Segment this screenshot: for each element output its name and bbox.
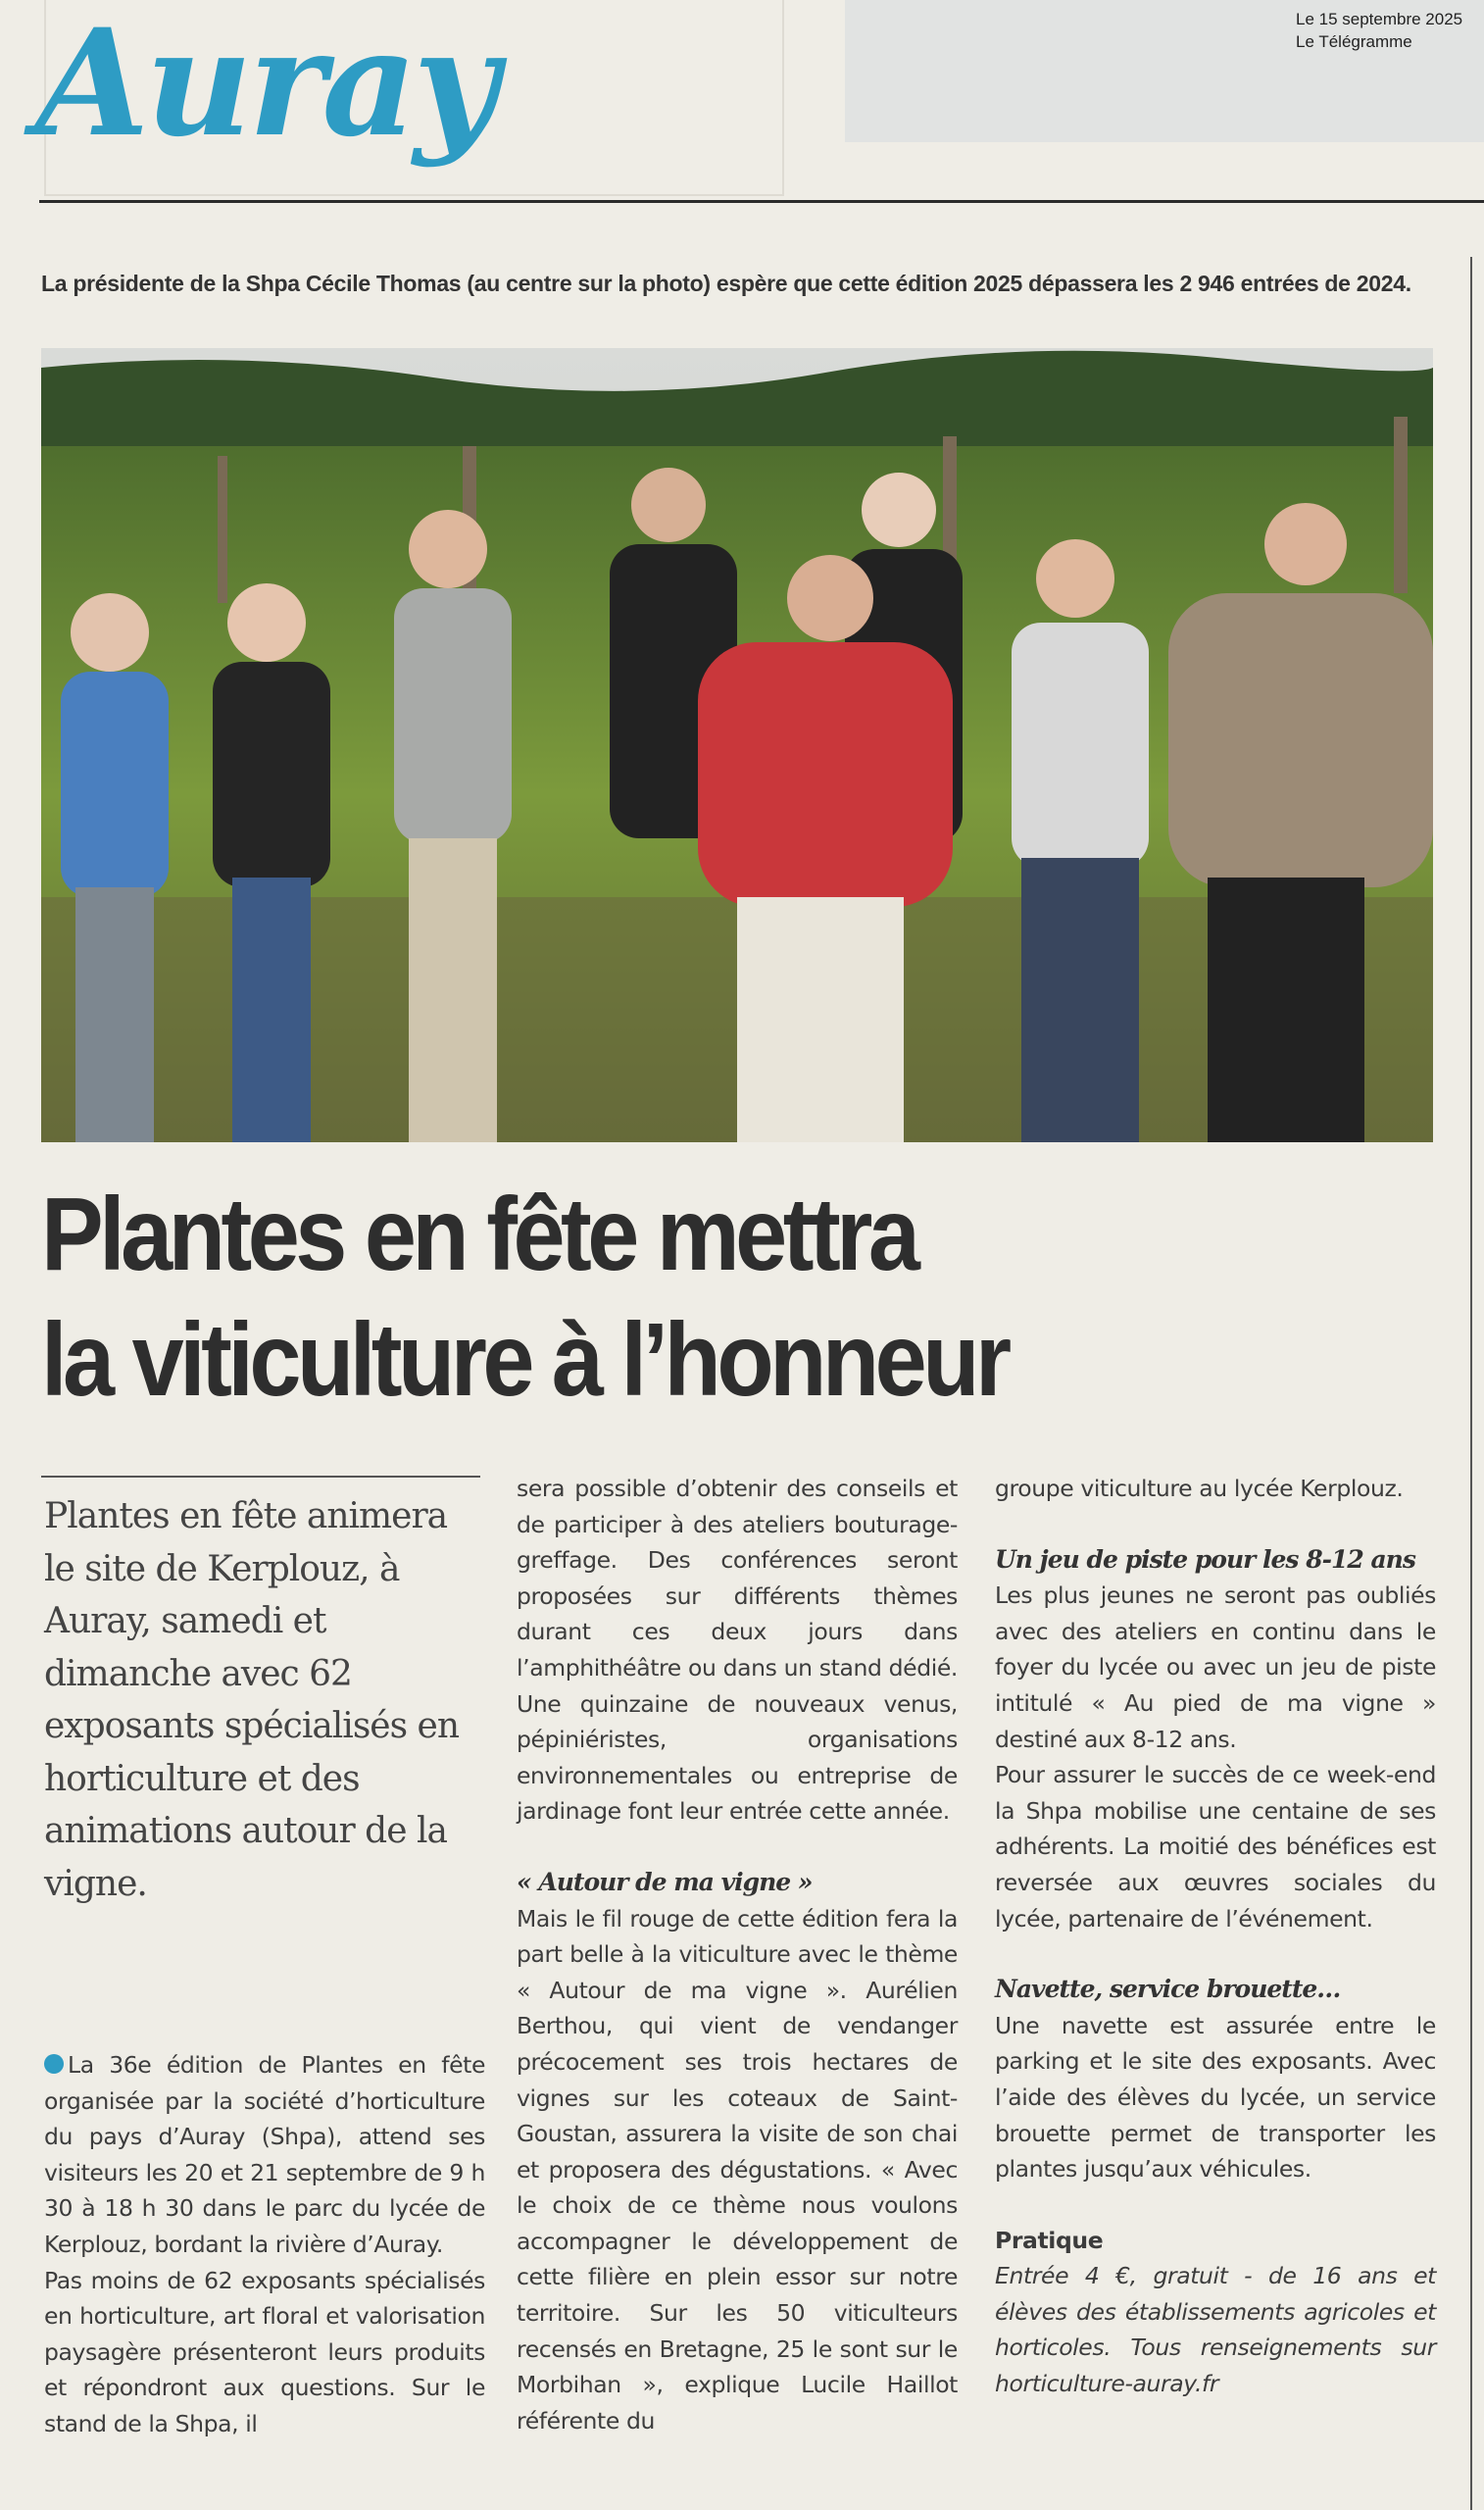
paragraph: Pour assurer le succès de ce week-end la Shpa mobilise une centaine de ses adhérents. La moitié des bénéfices est reversée aux œuvres sociales du lycée, partenaire de l’événement. xyxy=(995,1761,1436,1933)
bullet-dot-icon xyxy=(44,2054,64,2074)
photo-caption: La présidente de la Shpa Cécile Thomas (au centre sur la photo) espère que cette édition 2025 dépassera les 2 946 entrées de 2024. xyxy=(41,271,1411,296)
paragraph: groupe viticulture au lycée Kerplouz. xyxy=(995,1475,1404,1502)
section-title: Auray xyxy=(35,0,495,170)
article-lede: Plantes en fête animera le site de Kerplouz, à Auray, samedi et dimanche avec 62 exposants spécialisés en horticulture et des animations autour de la vigne. xyxy=(44,1496,460,1904)
column-3 xyxy=(995,1471,1436,2402)
publication-date: Le 15 septembre 2025 xyxy=(1296,10,1463,28)
headline-line-1: Plantes en fête mettra xyxy=(41,1177,916,1292)
paragraph: sera possible d’obtenir des conseils et de participer à des ateliers bouturage-greffage. Des conférences seront proposées sur différents thèmes durant ces deux jours dans l’amphithéâtre ou dans un stand dédié. Une quinzaine de nouveaux venus, pépiniéristes, organisations environnementales ou entreprise de jardinage font leur entrée cette année. xyxy=(517,1475,958,1826)
paragraph xyxy=(44,2047,485,2263)
headline-line-2: la viticulture à l’honneur xyxy=(41,1302,1008,1418)
publication-source: Le Télégramme xyxy=(1296,32,1412,51)
paragraph: Les plus jeunes ne seront pas oubliés avec des ateliers en continu dans le foyer du lycée ou avec un jeu de piste intitulé « Au pied de ma vigne » destiné aux 8-12 ans. xyxy=(995,1581,1436,1753)
paragraph: Une navette est assurée entre le parking et le site des exposants. Avec l’aide des élèves du lycée, un service brouette permet de transporter les plantes jusqu’aux véhicules. xyxy=(995,2011,1436,2184)
article-headline xyxy=(41,1172,1311,1423)
column-border xyxy=(1470,257,1472,2510)
practical-info-title: Pratique xyxy=(995,2226,1104,2254)
practical-info-text: Entrée 4 €, gratuit - de 16 ans et élèves des établissements agricoles et horticoles. Tous renseignements sur horticulture-auray.fr xyxy=(995,2262,1436,2398)
subheading: Un jeu de piste pour les 8-12 ans xyxy=(995,1544,1415,1574)
paragraph: Pas moins de 62 exposants spécialisés en horticulture, art floral et valorisation paysagère présenteront leurs produits et répondront aux questions. Sur le stand de la Shpa, il xyxy=(44,2266,485,2437)
subheading: Navette, service brouette… xyxy=(995,1975,1341,2004)
column-2 xyxy=(517,1471,958,2438)
lede-rule xyxy=(41,1476,480,1478)
paragraph: Mais le fil rouge de cette édition fera la part belle à la viticulture avec le thème « Autour de ma vigne ». Aurélien Berthou, qui vient de vendanger précocement ses trois hectares de vignes sur les coteaux de Saint-Goustan, assurera la visite de son chai et proposera des dégustations. « Avec le choix de ce thème nous voulons accompagner le développement de cette filière en plein essor sur notre territoire. Sur les 50 viticulteurs recensés en Bretagne, 25 le sont sur le Morbihan », explique Lucile Haillot référente du xyxy=(517,1904,958,2435)
subheading: « Autour de ma vigne » xyxy=(517,1867,813,1896)
paragraph-text: La 36e édition de Plantes en fête organisée par la société d’horticulture du pays d’Auray (Shpa), attend ses visiteurs les 20 et 21 septembre de 9 h 30 à 18 h 30 dans le parc du lycée de Kerplouz, bordant la rivière d’Auray. xyxy=(44,2051,485,2258)
article-photo xyxy=(41,348,1433,1142)
dateline xyxy=(1296,8,1462,53)
header-rule xyxy=(39,200,1484,203)
column-1 xyxy=(44,2047,485,2442)
